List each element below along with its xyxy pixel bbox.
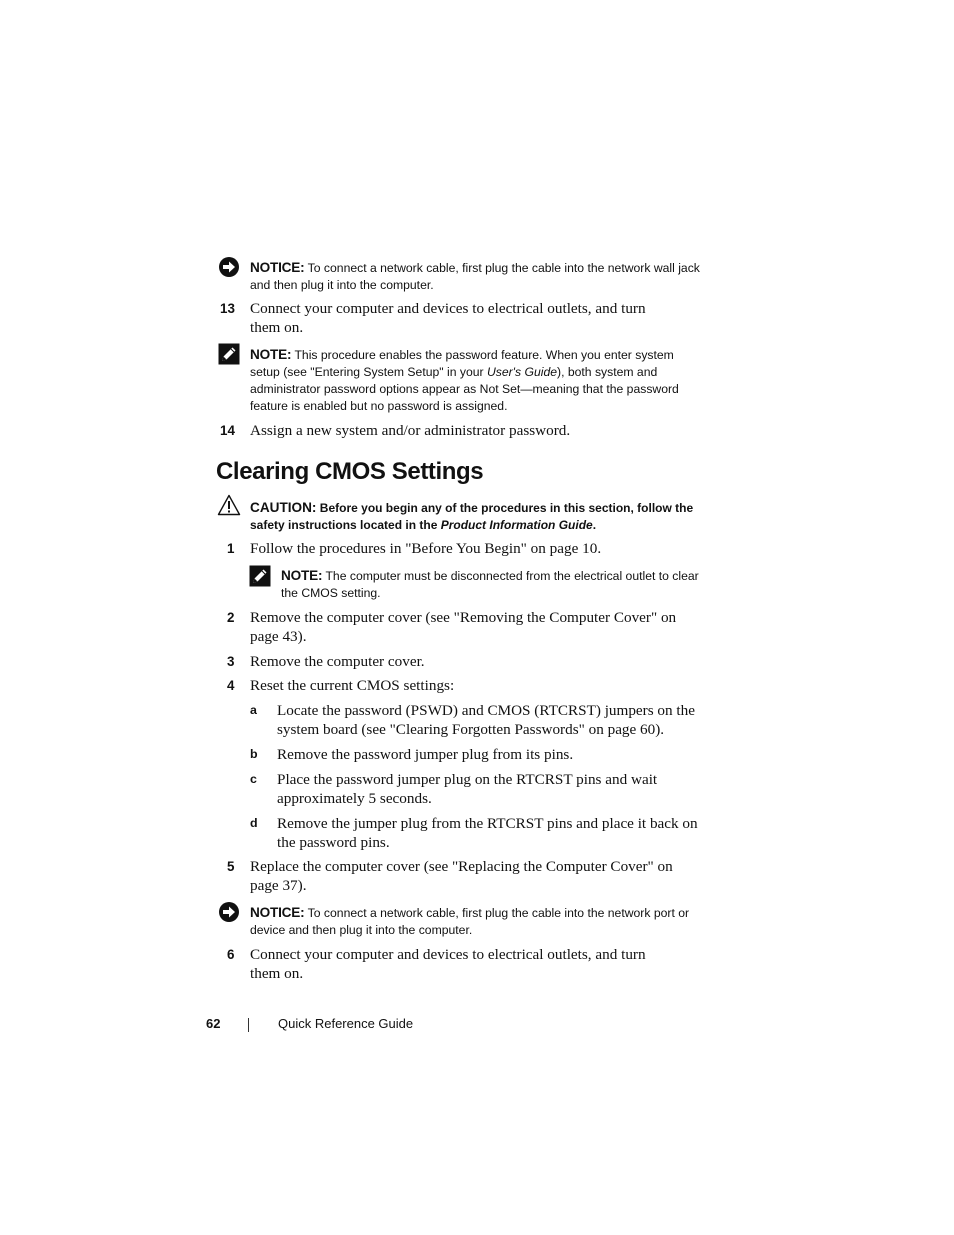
step-number: 4	[227, 678, 235, 693]
step-text: Assign a new system and/or administrator password.	[250, 422, 571, 439]
not-set-value: Not Set	[479, 382, 521, 396]
substep-text	[277, 814, 727, 852]
footer-separator	[248, 1018, 249, 1032]
step-number: 1	[227, 541, 235, 556]
step-text: Reset the current CMOS settings:	[250, 677, 455, 694]
notice-text-line: and then plug it into the computer.	[250, 278, 434, 292]
notice-callout	[250, 259, 730, 294]
caution-callout	[250, 499, 730, 534]
step-text	[250, 857, 720, 895]
notice-text-line: To connect a network cable, first plug the cable into the network port or	[307, 906, 690, 920]
step-text-line: page 37).	[250, 877, 307, 894]
step-text	[250, 299, 720, 337]
substep-text-line: the password pins.	[277, 834, 390, 851]
note-label: NOTE:	[281, 568, 323, 583]
caution-label: CAUTION:	[250, 500, 317, 515]
note-text-line: administrator password options appear as	[250, 382, 480, 396]
substep-letter: d	[250, 816, 258, 830]
caution-triangle-icon	[217, 494, 241, 516]
step-text-line: them on.	[250, 319, 304, 336]
section-heading: Clearing CMOS Settings	[216, 458, 484, 485]
notice-text-line: To connect a network cable, first plug the cable into the network wall jack	[307, 261, 700, 275]
note-label: NOTE:	[250, 347, 292, 362]
step-text-line: Connect your computer and devices to electrical outlets, and turn	[250, 300, 646, 317]
note-callout	[250, 346, 730, 415]
note-text-line: setup (see "Entering System Setup" in your	[250, 365, 487, 379]
step-text	[250, 945, 720, 983]
note-text-line: This procedure enables the password feature. When you enter system	[294, 348, 674, 362]
substep-text-line: approximately 5 seconds.	[277, 790, 432, 807]
notice-label: NOTICE:	[250, 260, 305, 275]
substep-text	[277, 770, 727, 808]
step-text-line: them on.	[250, 965, 304, 982]
page-number: 62	[206, 1016, 221, 1031]
note-callout	[281, 567, 731, 602]
step-text: Remove the computer cover.	[250, 653, 425, 670]
notice-label: NOTICE:	[250, 905, 305, 920]
caution-text-line: Before you begin any of the procedures in this section, follow the	[319, 501, 694, 515]
note-text-line: —meaning that the password	[520, 382, 679, 396]
footer-title: Quick Reference Guide	[278, 1016, 414, 1031]
notice-icon	[218, 256, 240, 278]
step-number: 13	[220, 301, 235, 316]
notice-icon	[218, 901, 240, 923]
notice-callout	[250, 904, 730, 939]
step-number: 6	[227, 947, 235, 962]
substep-text-line: Locate the password (PSWD) and CMOS (RTCRST) jumpers on the	[277, 702, 695, 719]
step-text	[250, 608, 720, 646]
step-number: 3	[227, 654, 235, 669]
step-text-line: Connect your computer and devices to electrical outlets, and turn	[250, 946, 646, 963]
substep-text	[277, 701, 727, 739]
substep-letter: a	[250, 703, 257, 717]
substep-text-line: Place the password jumper plug on the RTCRST pins and wait	[277, 771, 658, 788]
substep-text-line: system board (see "Clearing Forgotten Passwords" on page 60).	[277, 721, 665, 738]
substep-text: Remove the password jumper plug from its pins.	[277, 746, 574, 763]
note-text-line: feature is enabled but no password is assigned.	[250, 399, 508, 413]
product-information-guide-reference: Product Information Guide	[440, 518, 593, 532]
step-text-line: Remove the computer cover (see "Removing the Computer Cover" on	[250, 609, 677, 626]
note-text-line: The computer must be disconnected from the electrical outlet to clear	[325, 569, 699, 583]
step-text-line: Replace the computer cover (see "Replacing the Computer Cover" on	[250, 858, 673, 875]
step-text: Follow the procedures in "Before You Begin" on page 10.	[250, 540, 602, 557]
step-text-line: page 43).	[250, 628, 307, 645]
substep-letter: b	[250, 747, 258, 761]
note-text-line: the CMOS setting.	[281, 586, 381, 600]
note-pencil-icon	[249, 565, 271, 587]
caution-text-line: safety instructions located in the	[250, 518, 441, 532]
substep-text-line: Remove the jumper plug from the RTCRST pins and place it back on	[277, 815, 698, 832]
step-number: 14	[220, 423, 235, 438]
notice-text-line: device and then plug it into the computer.	[250, 923, 473, 937]
substep-letter: c	[250, 772, 257, 786]
step-number: 5	[227, 859, 235, 874]
step-number: 2	[227, 610, 235, 625]
caution-text-line: .	[592, 518, 597, 532]
users-guide-reference: User's Guide	[486, 365, 558, 379]
note-text-line: ), both system and	[557, 365, 658, 379]
note-pencil-icon	[218, 343, 240, 365]
